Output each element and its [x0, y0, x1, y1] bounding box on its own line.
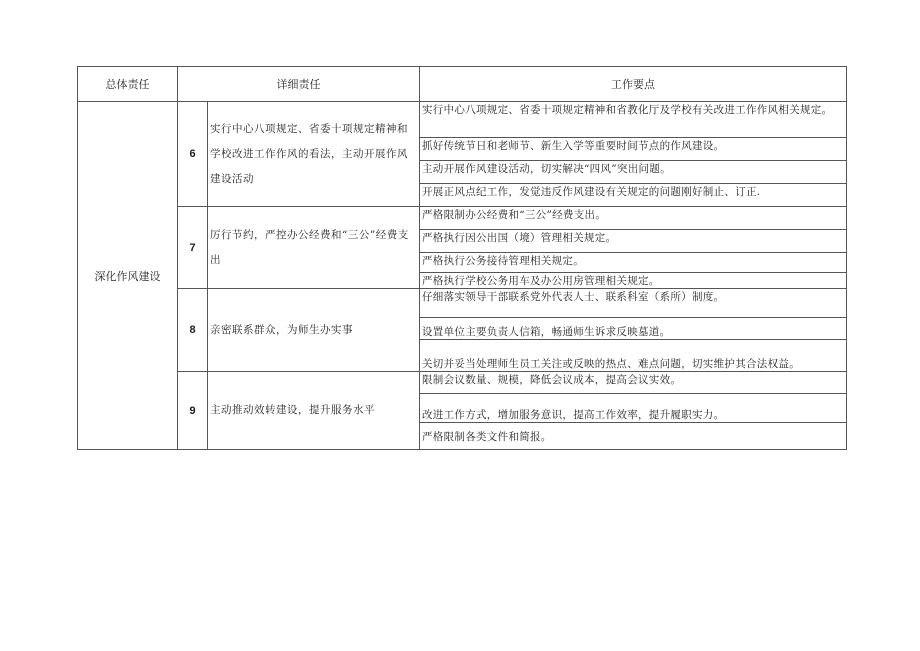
header-overall: 总体责任 — [78, 67, 178, 102]
detail-responsibility: 主动推动效转建设，提升服务水平 — [208, 372, 420, 450]
work-point: 严格执行公务接待管理相关规定。 — [420, 253, 847, 273]
table-row — [78, 207, 847, 230]
detail-responsibility: 实行中心八项规定、省委十项规定精神和学校改进工作作风的看法，主动开展作风建设活动 — [208, 102, 420, 207]
header-row — [78, 67, 847, 102]
responsibility-table — [77, 66, 847, 450]
work-point: 开展正风点纪工作，发觉违反作风建设有关规定的问题刚好制止、订正. — [420, 184, 847, 207]
work-point: 关切并妥当处理师生员工关注或反映的热点、难点问题，切实维护其合法权益。 — [420, 340, 847, 372]
table-row — [78, 102, 847, 138]
work-point: 仔细落实领导干部联系党外代表人士、联系科室（系所）制度。 — [420, 289, 847, 318]
work-point: 严格执行因公出国（境）管理相关规定。 — [420, 230, 847, 253]
work-point: 严格限制各类文件和简报。 — [420, 423, 847, 450]
work-point: 改进工作方式，增加服务意识，提高工作效率，提升履职实力。 — [420, 394, 847, 423]
detail-responsibility: 厉行节约，严控办公经费和“三公”经费支出 — [208, 207, 420, 289]
table-row — [78, 289, 847, 318]
work-point: 设置单位主要负责人信箱，畅通师生诉求反映墓道。 — [420, 318, 847, 340]
group-number: 7 — [178, 207, 208, 289]
work-point: 抓好传统节日和老师节、新生入学等重要时间节点的作风建设。 — [420, 138, 847, 161]
work-point: 限制会议数量、规模，降低会议成本，提高会议实效。 — [420, 372, 847, 394]
header-points: 工作要点 — [420, 67, 847, 102]
work-point: 实行中心八项规定、省委十项规定精神和省教化厅及学校有关改进工作作风相关规定。 — [420, 102, 847, 138]
overall-responsibility-cell: 深化作风建设 — [78, 102, 178, 450]
detail-responsibility: 亲密联系群众，为师生办实事 — [208, 289, 420, 372]
group-number: 6 — [178, 102, 208, 207]
work-point: 严格限制办公经费和“三公”经费支出。 — [420, 207, 847, 230]
group-number: 8 — [178, 289, 208, 372]
group-number: 9 — [178, 372, 208, 450]
table-row — [78, 372, 847, 394]
work-point: 主动开展作风建设活动，切实解决“四风”突出问题。 — [420, 161, 847, 184]
header-detail: 详细责任 — [178, 67, 420, 102]
work-point: 严格执行学校公务用车及办公用房管理相关规定。 — [420, 273, 847, 289]
